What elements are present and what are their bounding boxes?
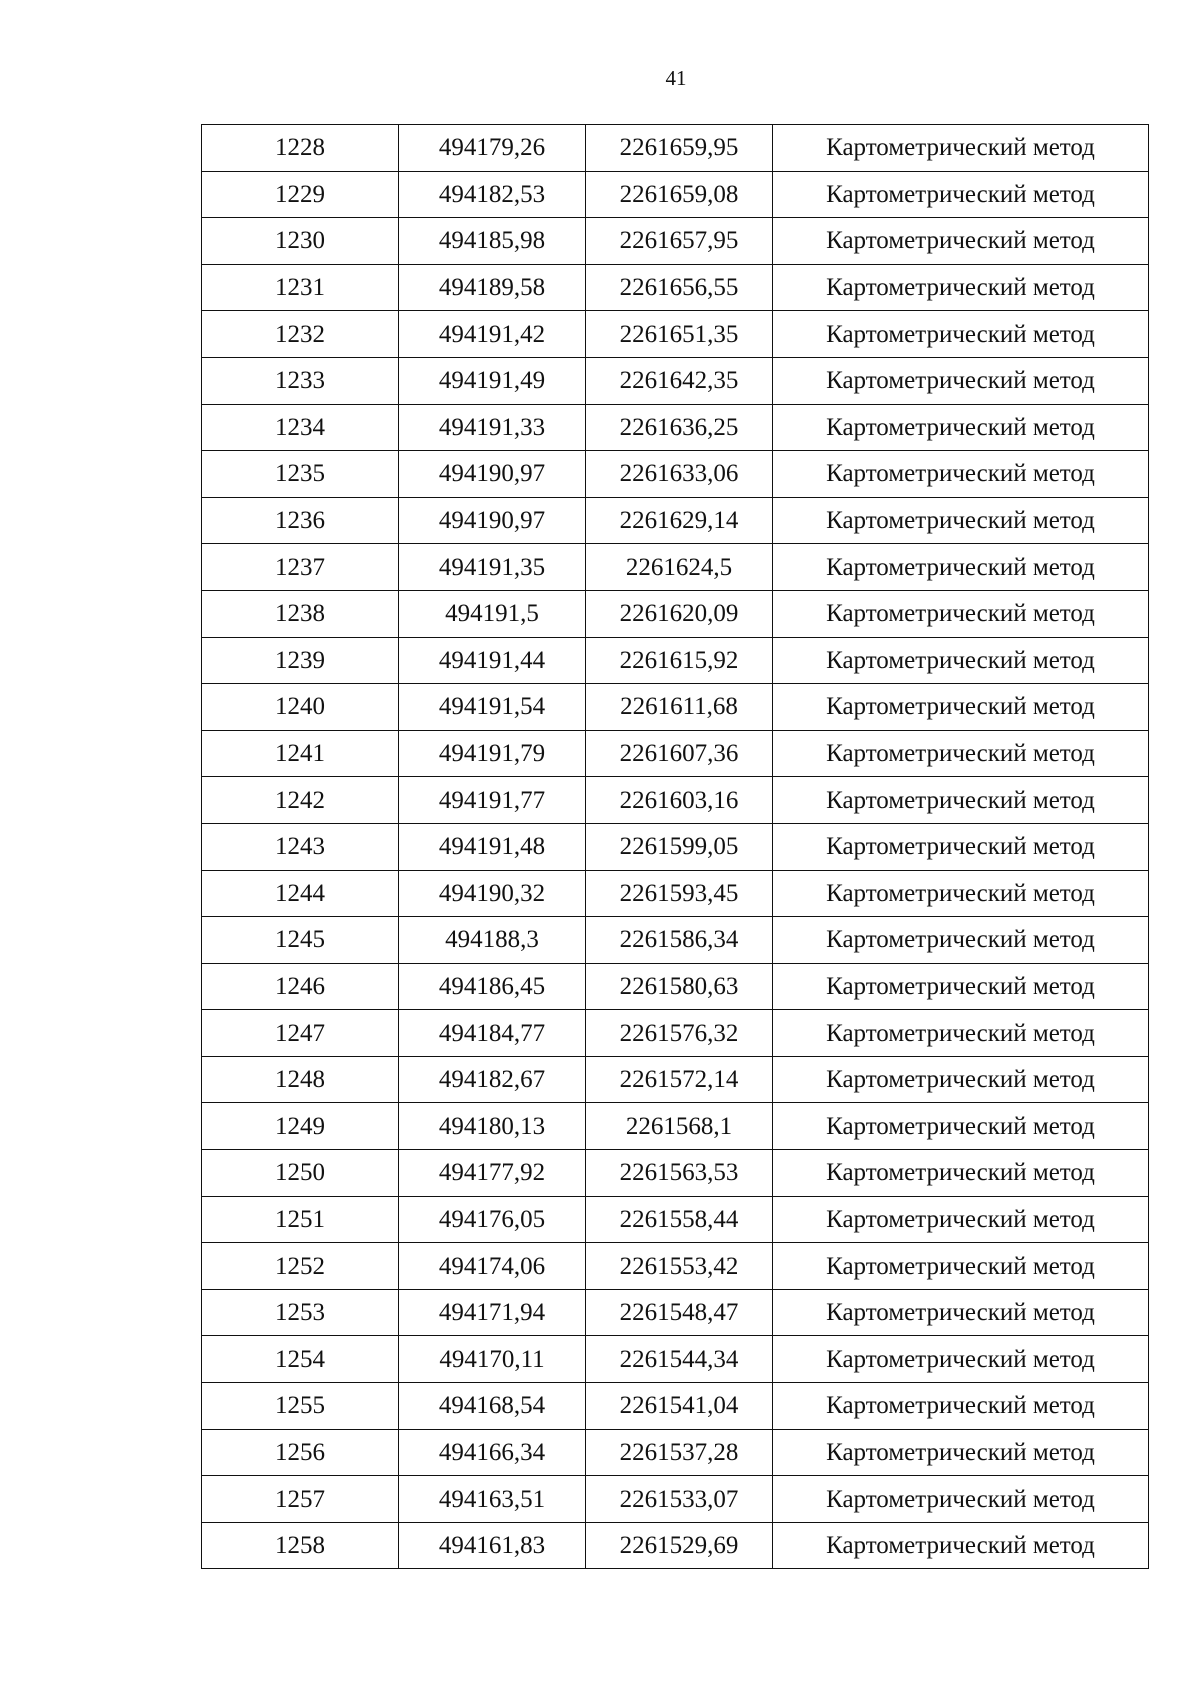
table-row — [202, 1476, 1149, 1523]
x-coordinate-cell: 494166,34 — [399, 1429, 586, 1476]
point-number-cell: 1250 — [202, 1150, 399, 1197]
method-cell: Картометрический метод — [773, 637, 1149, 684]
table-row — [202, 1522, 1149, 1569]
y-coordinate-cell: 2261624,5 — [586, 544, 773, 591]
point-number-cell: 1258 — [202, 1522, 399, 1569]
point-number-cell: 1238 — [202, 590, 399, 637]
method-cell: Картометрический метод — [773, 917, 1149, 964]
method-cell: Картометрический метод — [773, 451, 1149, 498]
x-coordinate-cell: 494191,77 — [399, 777, 586, 824]
y-coordinate-cell: 2261611,68 — [586, 684, 773, 731]
method-cell: Картометрический метод — [773, 870, 1149, 917]
table-row — [202, 1289, 1149, 1336]
method-cell: Картометрический метод — [773, 171, 1149, 218]
y-coordinate-cell: 2261541,04 — [586, 1383, 773, 1430]
method-cell: Картометрический метод — [773, 730, 1149, 777]
table-row — [202, 1336, 1149, 1383]
table-row — [202, 1243, 1149, 1290]
method-cell: Картометрический метод — [773, 357, 1149, 404]
y-coordinate-cell: 2261636,25 — [586, 404, 773, 451]
y-coordinate-cell: 2261586,34 — [586, 917, 773, 964]
method-cell: Картометрический метод — [773, 1383, 1149, 1430]
x-coordinate-cell: 494176,05 — [399, 1196, 586, 1243]
x-coordinate-cell: 494191,44 — [399, 637, 586, 684]
x-coordinate-cell: 494191,79 — [399, 730, 586, 777]
table-row — [202, 870, 1149, 917]
x-coordinate-cell: 494191,54 — [399, 684, 586, 731]
coordinates-table-body — [202, 125, 1149, 1569]
point-number-cell: 1243 — [202, 823, 399, 870]
point-number-cell: 1233 — [202, 357, 399, 404]
point-number-cell: 1242 — [202, 777, 399, 824]
point-number-cell: 1245 — [202, 917, 399, 964]
method-cell: Картометрический метод — [773, 404, 1149, 451]
table-row — [202, 451, 1149, 498]
table-row — [202, 218, 1149, 265]
y-coordinate-cell: 2261603,16 — [586, 777, 773, 824]
y-coordinate-cell: 2261656,55 — [586, 264, 773, 311]
point-number-cell: 1237 — [202, 544, 399, 591]
y-coordinate-cell: 2261633,06 — [586, 451, 773, 498]
x-coordinate-cell: 494189,58 — [399, 264, 586, 311]
point-number-cell: 1228 — [202, 125, 399, 172]
point-number-cell: 1230 — [202, 218, 399, 265]
point-number-cell: 1229 — [202, 171, 399, 218]
y-coordinate-cell: 2261642,35 — [586, 357, 773, 404]
point-number-cell: 1234 — [202, 404, 399, 451]
table-row — [202, 1196, 1149, 1243]
x-coordinate-cell: 494191,33 — [399, 404, 586, 451]
y-coordinate-cell: 2261533,07 — [586, 1476, 773, 1523]
x-coordinate-cell: 494191,49 — [399, 357, 586, 404]
table-row — [202, 357, 1149, 404]
method-cell: Картометрический метод — [773, 1010, 1149, 1057]
x-coordinate-cell: 494168,54 — [399, 1383, 586, 1430]
y-coordinate-cell: 2261629,14 — [586, 497, 773, 544]
y-coordinate-cell: 2261576,32 — [586, 1010, 773, 1057]
method-cell: Картометрический метод — [773, 1522, 1149, 1569]
y-coordinate-cell: 2261529,69 — [586, 1522, 773, 1569]
table-row — [202, 917, 1149, 964]
point-number-cell: 1239 — [202, 637, 399, 684]
method-cell: Картометрический метод — [773, 1336, 1149, 1383]
y-coordinate-cell: 2261558,44 — [586, 1196, 773, 1243]
y-coordinate-cell: 2261568,1 — [586, 1103, 773, 1150]
table-row — [202, 125, 1149, 172]
point-number-cell: 1232 — [202, 311, 399, 358]
coordinates-table-container — [201, 124, 1149, 1569]
x-coordinate-cell: 494182,53 — [399, 171, 586, 218]
x-coordinate-cell: 494185,98 — [399, 218, 586, 265]
x-coordinate-cell: 494190,97 — [399, 451, 586, 498]
point-number-cell: 1254 — [202, 1336, 399, 1383]
coordinates-table — [201, 124, 1149, 1569]
table-row — [202, 497, 1149, 544]
y-coordinate-cell: 2261620,09 — [586, 590, 773, 637]
table-row — [202, 311, 1149, 358]
method-cell: Картометрический метод — [773, 963, 1149, 1010]
method-cell: Картометрический метод — [773, 1196, 1149, 1243]
point-number-cell: 1253 — [202, 1289, 399, 1336]
table-row — [202, 1429, 1149, 1476]
x-coordinate-cell: 494186,45 — [399, 963, 586, 1010]
method-cell: Картометрический метод — [773, 1476, 1149, 1523]
x-coordinate-cell: 494161,83 — [399, 1522, 586, 1569]
table-row — [202, 1010, 1149, 1057]
table-row — [202, 171, 1149, 218]
y-coordinate-cell: 2261593,45 — [586, 870, 773, 917]
y-coordinate-cell: 2261548,47 — [586, 1289, 773, 1336]
point-number-cell: 1249 — [202, 1103, 399, 1150]
x-coordinate-cell: 494182,67 — [399, 1056, 586, 1103]
point-number-cell: 1248 — [202, 1056, 399, 1103]
x-coordinate-cell: 494170,11 — [399, 1336, 586, 1383]
point-number-cell: 1255 — [202, 1383, 399, 1430]
y-coordinate-cell: 2261659,08 — [586, 171, 773, 218]
point-number-cell: 1231 — [202, 264, 399, 311]
table-row — [202, 404, 1149, 451]
table-row — [202, 590, 1149, 637]
y-coordinate-cell: 2261659,95 — [586, 125, 773, 172]
method-cell: Картометрический метод — [773, 1289, 1149, 1336]
y-coordinate-cell: 2261599,05 — [586, 823, 773, 870]
x-coordinate-cell: 494184,77 — [399, 1010, 586, 1057]
y-coordinate-cell: 2261553,42 — [586, 1243, 773, 1290]
point-number-cell: 1240 — [202, 684, 399, 731]
table-row — [202, 637, 1149, 684]
point-number-cell: 1236 — [202, 497, 399, 544]
y-coordinate-cell: 2261537,28 — [586, 1429, 773, 1476]
page-number: 41 — [665, 66, 687, 90]
point-number-cell: 1246 — [202, 963, 399, 1010]
y-coordinate-cell: 2261657,95 — [586, 218, 773, 265]
table-row — [202, 963, 1149, 1010]
method-cell: Картометрический метод — [773, 1243, 1149, 1290]
x-coordinate-cell: 494191,48 — [399, 823, 586, 870]
x-coordinate-cell: 494191,5 — [399, 590, 586, 637]
table-row — [202, 1056, 1149, 1103]
method-cell: Картометрический метод — [773, 218, 1149, 265]
table-row — [202, 264, 1149, 311]
y-coordinate-cell: 2261607,36 — [586, 730, 773, 777]
point-number-cell: 1257 — [202, 1476, 399, 1523]
point-number-cell: 1241 — [202, 730, 399, 777]
method-cell: Картометрический метод — [773, 823, 1149, 870]
x-coordinate-cell: 494190,97 — [399, 497, 586, 544]
y-coordinate-cell: 2261580,63 — [586, 963, 773, 1010]
method-cell: Картометрический метод — [773, 1429, 1149, 1476]
point-number-cell: 1244 — [202, 870, 399, 917]
table-row — [202, 823, 1149, 870]
x-coordinate-cell: 494174,06 — [399, 1243, 586, 1290]
point-number-cell: 1251 — [202, 1196, 399, 1243]
x-coordinate-cell: 494180,13 — [399, 1103, 586, 1150]
method-cell: Картометрический метод — [773, 1103, 1149, 1150]
x-coordinate-cell: 494177,92 — [399, 1150, 586, 1197]
table-row — [202, 1150, 1149, 1197]
table-row — [202, 777, 1149, 824]
point-number-cell: 1256 — [202, 1429, 399, 1476]
x-coordinate-cell: 494163,51 — [399, 1476, 586, 1523]
x-coordinate-cell: 494191,35 — [399, 544, 586, 591]
table-row — [202, 544, 1149, 591]
method-cell: Картометрический метод — [773, 544, 1149, 591]
y-coordinate-cell: 2261563,53 — [586, 1150, 773, 1197]
method-cell: Картометрический метод — [773, 497, 1149, 544]
x-coordinate-cell: 494179,26 — [399, 125, 586, 172]
method-cell: Картометрический метод — [773, 777, 1149, 824]
x-coordinate-cell: 494191,42 — [399, 311, 586, 358]
x-coordinate-cell: 494188,3 — [399, 917, 586, 964]
y-coordinate-cell: 2261615,92 — [586, 637, 773, 684]
method-cell: Картометрический метод — [773, 1056, 1149, 1103]
table-row — [202, 1103, 1149, 1150]
point-number-cell: 1247 — [202, 1010, 399, 1057]
method-cell: Картометрический метод — [773, 684, 1149, 731]
point-number-cell: 1235 — [202, 451, 399, 498]
y-coordinate-cell: 2261572,14 — [586, 1056, 773, 1103]
x-coordinate-cell: 494190,32 — [399, 870, 586, 917]
method-cell: Картометрический метод — [773, 264, 1149, 311]
point-number-cell: 1252 — [202, 1243, 399, 1290]
method-cell: Картометрический метод — [773, 590, 1149, 637]
method-cell: Картометрический метод — [773, 125, 1149, 172]
table-row — [202, 1383, 1149, 1430]
method-cell: Картометрический метод — [773, 1150, 1149, 1197]
y-coordinate-cell: 2261651,35 — [586, 311, 773, 358]
method-cell: Картометрический метод — [773, 311, 1149, 358]
table-row — [202, 684, 1149, 731]
table-row — [202, 730, 1149, 777]
y-coordinate-cell: 2261544,34 — [586, 1336, 773, 1383]
x-coordinate-cell: 494171,94 — [399, 1289, 586, 1336]
